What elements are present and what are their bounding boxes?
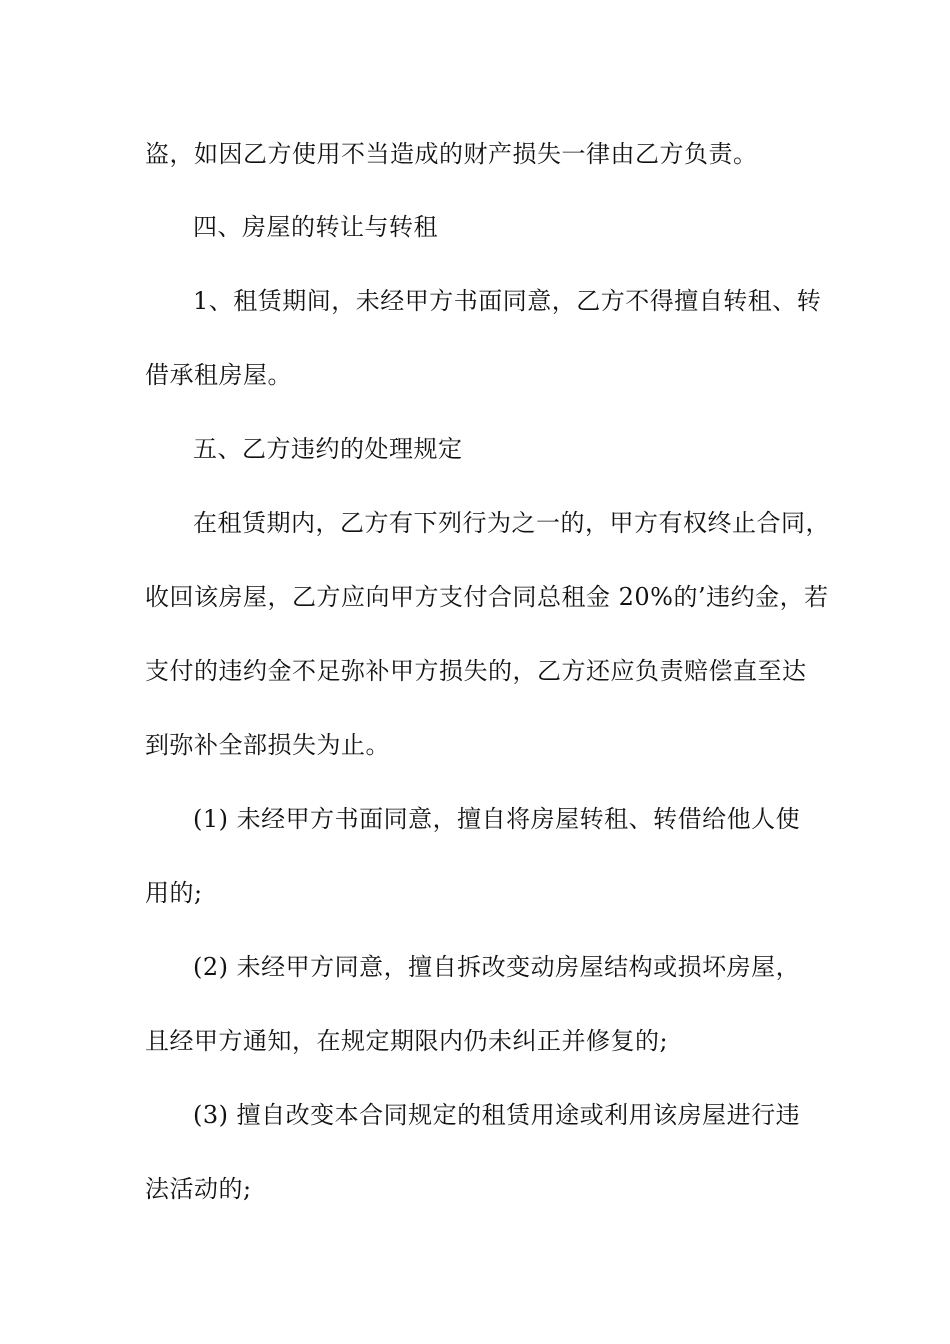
section-heading-4: 四、房屋的转让与转租 xyxy=(193,213,438,241)
section-heading-5: 五、乙方违约的处理规定 xyxy=(193,435,463,463)
text-line-14: (3) 擅自改变本合同规定的租赁用途或利用该房屋进行违 xyxy=(193,1101,801,1129)
text-line-12: (2) 未经甲方同意，擅自拆改变动房屋结构或损坏房屋， xyxy=(193,953,801,981)
text-line-1: 盗，如因乙方使用不当造成的财产损失一律由乙方负责。 xyxy=(145,140,758,168)
text-line-3: 1、租赁期间，未经甲方书面同意，乙方不得擅自转租、转 xyxy=(193,287,822,315)
text-line-8: 支付的违约金不足弥补甲方损失的，乙方还应负责赔偿直至达 xyxy=(145,657,807,685)
text-line-13: 且经甲方通知，在规定期限内仍未纠正并修复的; xyxy=(145,1027,669,1055)
text-line-4: 借承租房屋。 xyxy=(145,361,292,389)
text-line-10: (1) 未经甲方书面同意，擅自将房屋转租、转借给他人使 xyxy=(193,805,801,833)
text-line-9: 到弥补全部损失为止。 xyxy=(145,731,390,759)
text-line-11: 用的; xyxy=(145,879,203,907)
text-line-15: 法活动的; xyxy=(145,1175,252,1203)
text-line-7: 收回该房屋，乙方应向甲方支付合同总租金 20%的’违约金，若 xyxy=(145,583,829,611)
text-line-6: 在租赁期内，乙方有下列行为之一的，甲方有权终止合同， xyxy=(193,509,830,537)
